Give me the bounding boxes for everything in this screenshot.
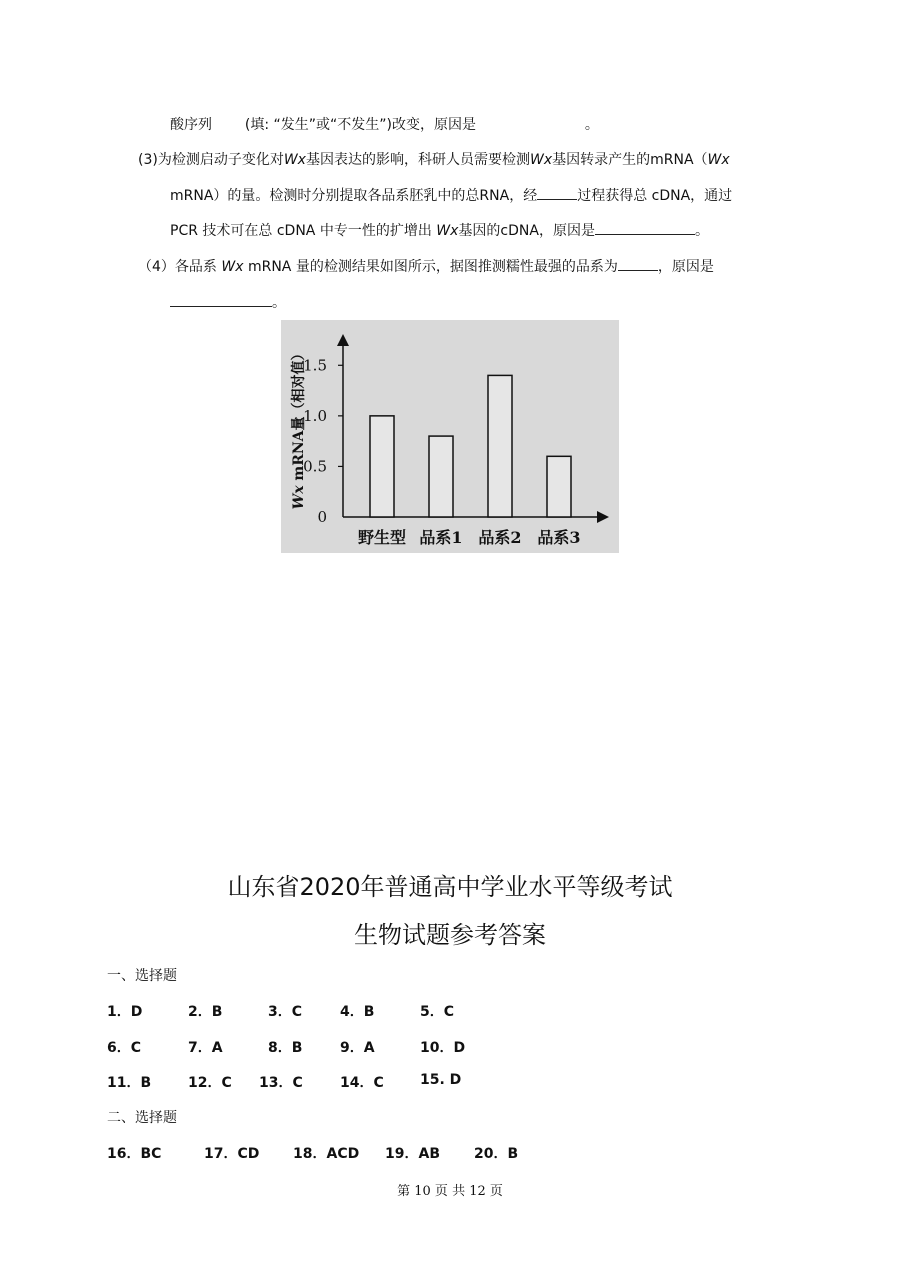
answer-item: 7．A <box>188 1040 223 1056</box>
answer-blank <box>618 256 658 271</box>
text-span: 。 <box>694 223 709 239</box>
text-span: Wx <box>436 223 459 239</box>
answer-blank <box>595 220 695 235</box>
bar <box>370 416 394 517</box>
answer-item: 20．B <box>474 1146 519 1162</box>
y-tick-label: 0.5 <box>303 457 327 476</box>
text-span: mRNA 量的检测结果如图所示，据图推测糯性最强的品系为 <box>247 259 618 275</box>
text-span: 基因表达的影响，科研人员需要检测 <box>305 152 530 168</box>
answer-blank <box>170 292 272 307</box>
answer-item: 2．B <box>188 1004 223 1020</box>
text-span: 基因的cDNA，原因是 <box>458 223 595 239</box>
x-tick-label: 品系1 <box>419 528 463 547</box>
text-span: (填: “发生”或“不发生”)改变，原因是 <box>244 117 477 133</box>
answer-item: 3．C <box>268 1004 303 1020</box>
question-line-3 <box>170 185 732 206</box>
answer-item: 8．B <box>268 1040 303 1056</box>
answer-item: 10．D <box>420 1040 466 1056</box>
x-tick-label: 野生型 <box>357 528 407 547</box>
answer-item: 13．C <box>259 1075 303 1091</box>
text-span: Wx <box>221 259 244 275</box>
text-span: 。 <box>272 295 286 311</box>
answer-item: 9．A <box>340 1040 375 1056</box>
answer-item: 1．D <box>107 1004 143 1020</box>
section-heading: 一、选择题 <box>107 968 177 984</box>
text-span: 。 <box>584 117 599 133</box>
bar-chart-figure <box>281 320 619 553</box>
y-axis-label-italic: Wx <box>291 485 307 510</box>
question-line-4 <box>170 220 709 241</box>
question-line-6 <box>170 292 286 313</box>
answer-item: 19．AB <box>385 1146 440 1162</box>
text-span: 过程获得总 cDNA，通过 <box>577 188 733 204</box>
question-line-1 <box>170 115 599 135</box>
bar <box>547 456 571 517</box>
y-tick-label: 0 <box>317 508 327 526</box>
y-axis-label-text: mRNA量（相对值） <box>291 346 307 486</box>
page-footer: 第 10 页 共 12 页 <box>397 1184 503 1199</box>
y-tick-label: 1.5 <box>303 356 327 375</box>
x-tick-label: 品系2 <box>478 528 522 547</box>
y-axis-label <box>290 346 307 509</box>
y-tick-label: 1.0 <box>303 406 327 425</box>
answer-item: 6．C <box>107 1040 142 1056</box>
bar <box>429 436 453 517</box>
answer-item: 5．C <box>420 1004 455 1020</box>
x-tick-label: 品系3 <box>537 528 581 547</box>
answer-item: 17．CD <box>204 1146 260 1162</box>
answer-title: 山东省2020年普通高中学业水平等级考试 <box>227 873 673 901</box>
question-line-5 <box>138 256 714 277</box>
text-span: 基因转录产生的mRNA（ <box>552 152 708 168</box>
bar <box>488 375 512 517</box>
answer-item: 11．B <box>107 1075 152 1091</box>
answer-item: 12．C <box>188 1075 232 1091</box>
text-span: (3)为检测启动子变化对 <box>138 152 284 168</box>
text-span: ，原因是 <box>657 259 714 275</box>
answer-item: 14．C <box>340 1075 384 1091</box>
answer-subtitle: 生物试题参考答案 <box>354 921 546 949</box>
answer-item: 16．BC <box>107 1146 162 1162</box>
text-span: Wx <box>707 152 730 168</box>
text-span: PCR 技术可在总 cDNA 中专一性的扩增出 <box>170 223 432 239</box>
answer-item: 15. D <box>420 1072 462 1088</box>
text-span: （4）各品系 <box>138 259 217 275</box>
answer-item: 4．B <box>340 1004 375 1020</box>
bar-chart <box>281 320 619 553</box>
text-span: Wx <box>529 152 553 168</box>
answer-blank <box>537 185 577 200</box>
text-span: Wx <box>283 152 306 168</box>
answer-item: 18．ACD <box>293 1146 360 1162</box>
section-heading: 二、选择题 <box>107 1110 177 1126</box>
question-line-2 <box>138 150 730 170</box>
text-span: 酸序列 <box>170 117 212 133</box>
text-span: mRNA）的量。检测时分别提取各品系胚乳中的总RNA，经 <box>170 188 538 204</box>
